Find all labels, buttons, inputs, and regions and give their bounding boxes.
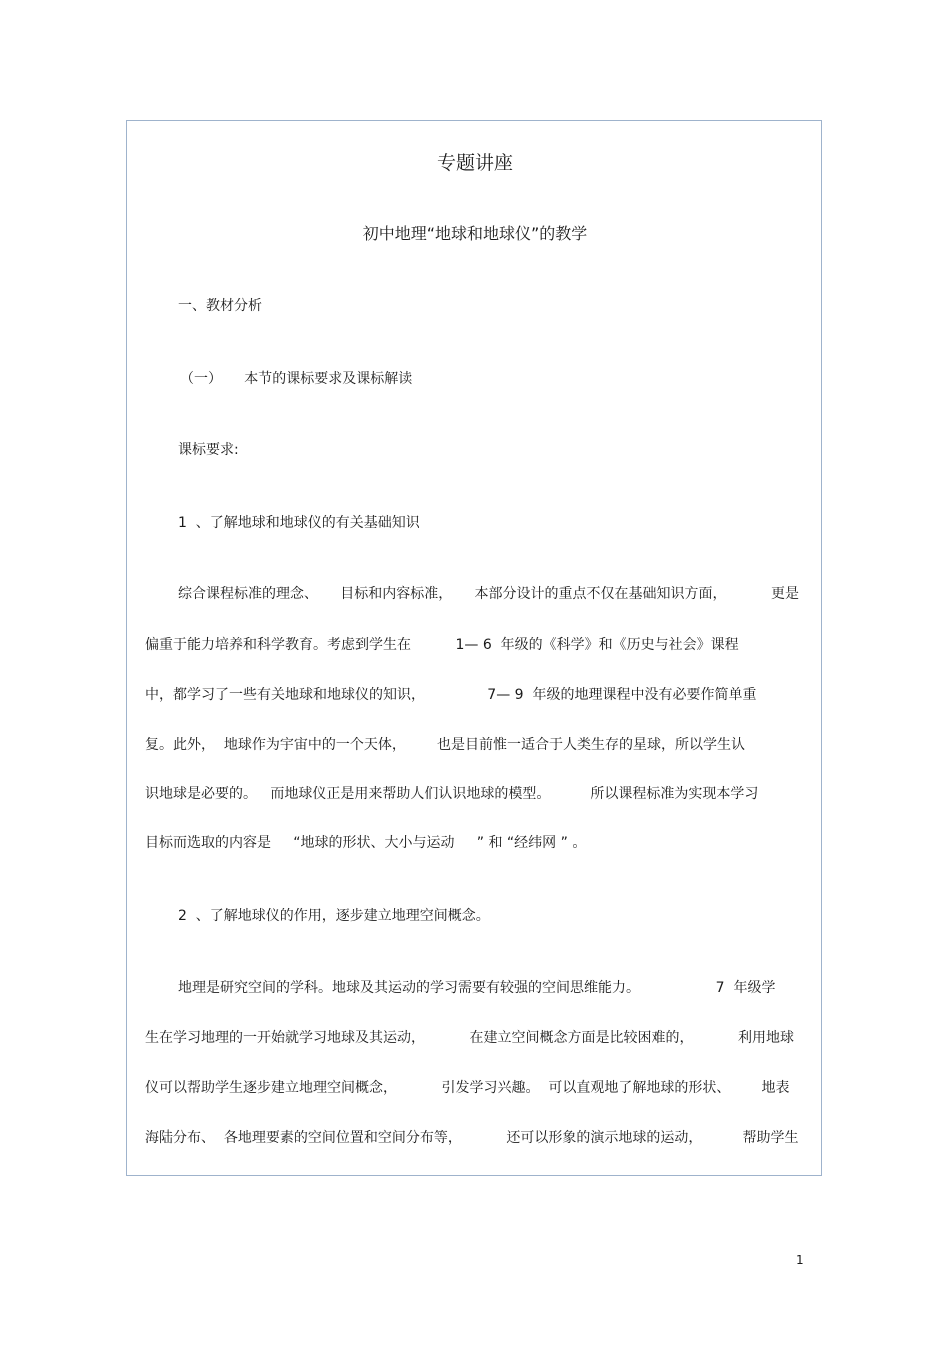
list-item-1: 1 、了解地球和地球仪的有关基础知识	[178, 515, 420, 531]
paragraph-1-line: 中，都学习了一些有关地球和地球仪的知识， 7— 9 年级的地理课程中没有必要作简单重	[145, 687, 757, 703]
paragraph-2-line: 海陆分布、 各地理要素的空间位置和空间分布等， 还可以形象的演示地球的运动， 帮助学生	[145, 1130, 799, 1146]
page-title: 专题讲座	[436, 152, 513, 174]
paragraph-2-line: 仪可以帮助学生逐步建立地理空间概念， 引发学习兴趣。 可以直观地了解地球的形状、 地表	[145, 1080, 790, 1096]
paragraph-1-line: 识地球是必要的。 而地球仪正是用来帮助人们认识地球的模型。 所以课程标准为实现本学习	[145, 786, 759, 802]
paragraph-1-line: 目标而选取的内容是 “地球的形状、大小与运动 ” 和 “经纬网 ” 。	[145, 835, 587, 851]
paragraph-2-line: 地理是研究空间的学科。地球及其运动的学习需要有较强的空间思维能力。 7 年级学	[178, 980, 776, 996]
paragraph-1-line: 偏重于能力培养和科学教育。考虑到学生在 1— 6 年级的《科学》和《历史与社会》课程	[145, 637, 739, 653]
paragraph-2-line: 生在学习地理的一开始就学习地球及其运动， 在建立空间概念方面是比较困难的， 利用地球	[145, 1030, 795, 1046]
section-heading: 一、教材分析	[178, 298, 262, 314]
page-subtitle: 初中地理“地球和地球仪”的教学	[362, 224, 588, 243]
subsection-heading: （一） 本节的课标要求及课标解读	[180, 371, 413, 387]
list-item-2: 2 、了解地球仪的作用，逐步建立地理空间概念。	[178, 908, 490, 924]
page-number: 1	[796, 1253, 804, 1267]
paragraph-1-line: 综合课程标准的理念、 目标和内容标准， 本部分设计的重点不仅在基础知识方面， 更是	[178, 586, 800, 602]
paragraph-1-line: 复。此外， 地球作为宇宙中的一个天体， 也是目前惟一适合于人类生存的星球，所以学生认	[145, 737, 746, 753]
standards-label: 课标要求:	[178, 442, 239, 458]
